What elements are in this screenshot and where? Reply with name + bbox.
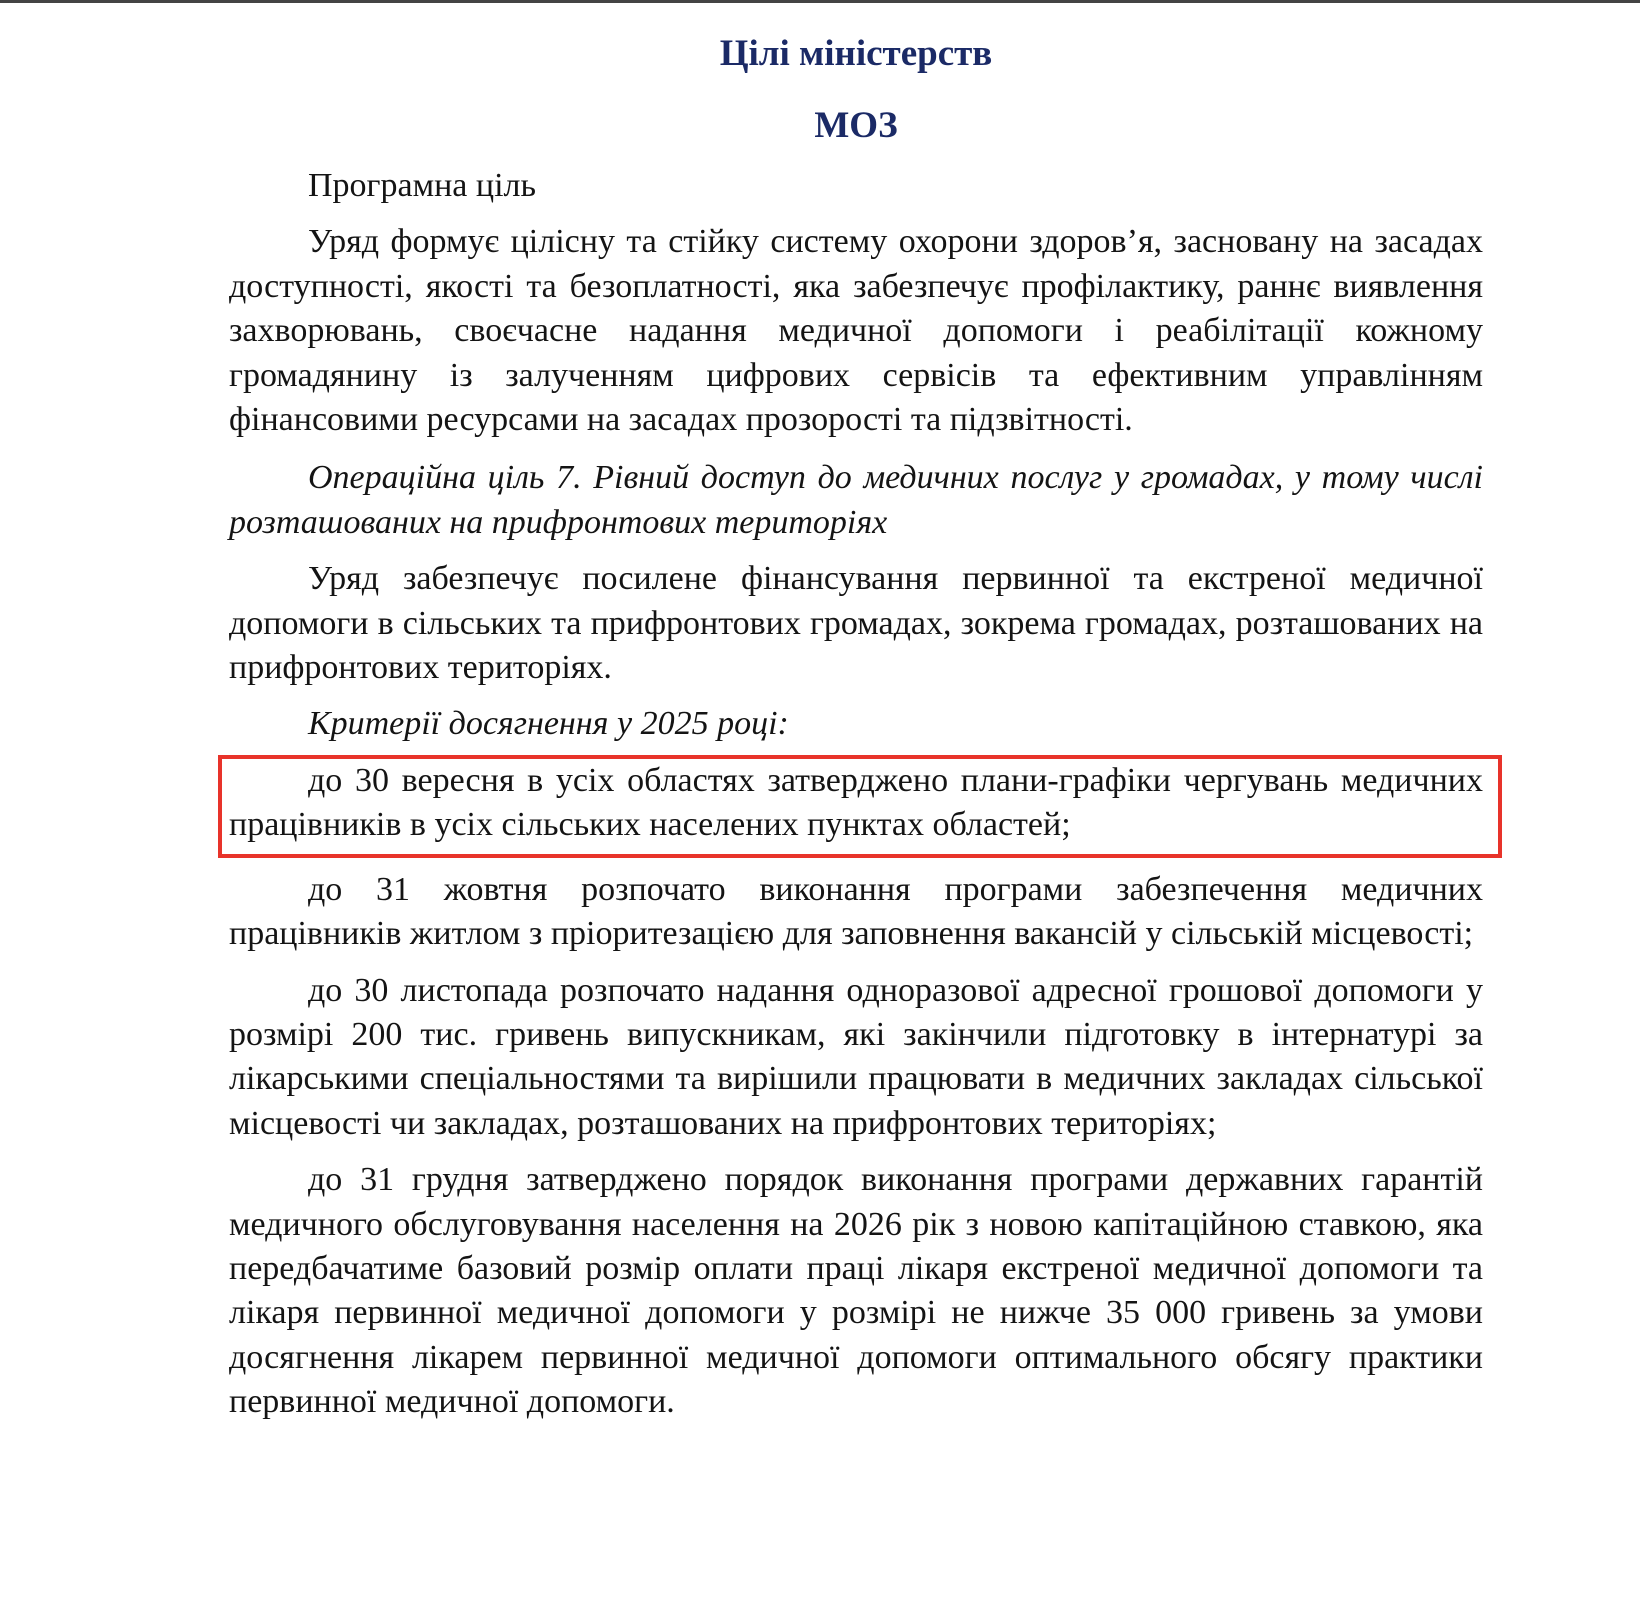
criteria-label: Критерії досягнення у 2025 році: — [308, 705, 789, 743]
program-goal-label: Програмна ціль — [308, 167, 537, 204]
operational-goal-text: Уряд забезпечує посилене фінансування первинної та екстреної медичної допомоги в сільських та прифронтових громадах, зокрема громадах, розташованих на прифронтових територіях. — [229, 560, 1483, 687]
criterion-item: до 31 жовтня розпочато виконання програми забезпечення медичних працівників житлом з пріоритезацією для заповнення вакансій у сільській місцевості; — [229, 870, 1483, 953]
program-goal-text: Уряд формує цілісну та стійку систему охорони здоров’я, засновану на засадах доступності, якості та безоплатності, яка забезпечує профілактику, раннє виявлення захворювань, своєчасне надання медичної допомоги і реабілітації кожному громадянину із залученням цифрових сервісів та ефективним управлінням фінансовими ресурсами на засадах прозорості та підзвітності. — [229, 223, 1483, 439]
operational-goal-heading: Операційна ціль 7. Рівний доступ до медичних послуг у громадах, у тому числі розташованих на прифронтових територіях — [229, 459, 1483, 541]
top-border-line — [0, 0, 1640, 3]
document-page — [229, 28, 1483, 1425]
criterion-item: до 31 грудня затверджено порядок виконання програми державних гарантій медичного обслуговування населення на 2026 рік з новою капітаційною ставкою, яка передбачатиме базовий розмір оплати праці лікаря екстреної медичної допомоги та лікаря первинної медичної допомоги у розмірі не нижче 35 000 гривень за умови досягнення лікарем первинної медичної допомоги оптимального обсягу практики первинної медичної допомоги. — [229, 1161, 1483, 1421]
ministry-heading: МОЗ — [814, 105, 898, 146]
highlight-frame — [218, 755, 1502, 858]
criterion-item: до 30 вересня в усіх областях затверджено плани-графіки чергувань медичних працівників в усіх сільських населених пунктах областей; — [229, 761, 1483, 844]
document-title: Цілі міністерств — [719, 33, 993, 74]
criterion-item: до 30 листопада розпочато надання одноразової адресної грошової допомоги у розмірі 200 тис. гривень випускникам, які закінчили підготовку в інтернатурі за лікарськими спеціальностями та вирішили працювати в медичних закладах сільської місцевості чи закладах, розташованих на прифронтових територіях; — [229, 971, 1483, 1142]
highlighted-criterion — [229, 759, 1483, 848]
